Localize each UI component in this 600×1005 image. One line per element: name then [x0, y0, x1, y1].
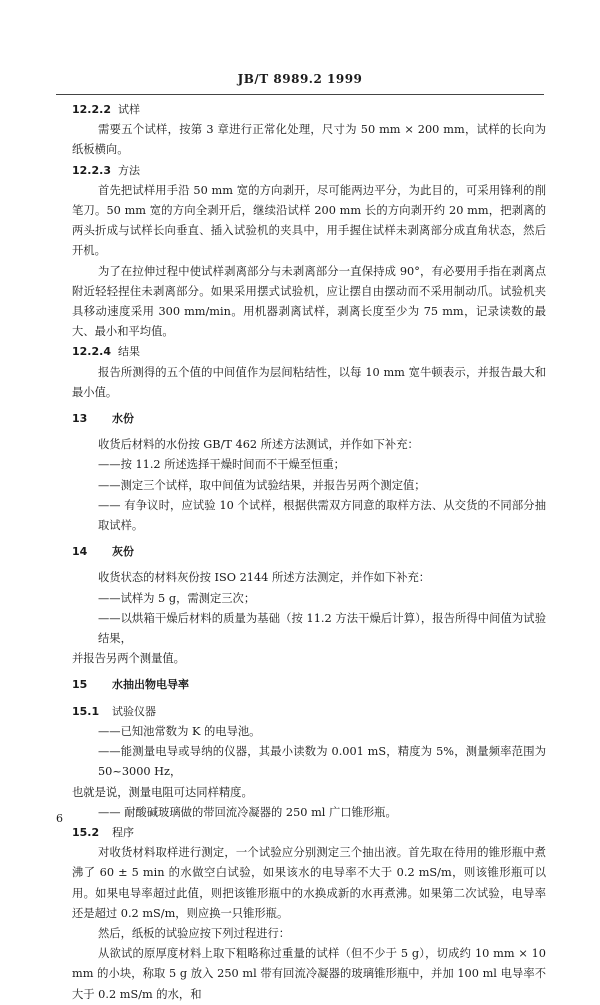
paragraph: 对收货材料取样进行测定，一个试验应分别测定三个抽出液。首先取在待用的锥形瓶中煮沸了 60 ± 5 min 的水做空白试验，如果该水的电导率不大于 0.2 mS/m，则该锥形瓶可以用。如果电导率超过此值，则把该锥形瓶中的水换成新的水再煮沸。如果第二次试验，电导率还是超过 0.2 mS/m，则应换一只锥形瓶。 — [72, 846, 546, 920]
section-heading-15 — [72, 675, 546, 695]
section-number: 15.1 — [72, 704, 100, 718]
section-number: 13 — [72, 412, 88, 426]
paragraph: 为了在拉伸过程中使试样剥离部分与未剥离部分一直保持成 90°，有必要用手指在剥离点附近轻轻捏住未剥离部分。如果采用摆式试验机，应让摆自由摆动而不采用制动爪。试验机夹具移动速度采用 300 mm/min。用机器剥离试样，剥离长度至少为 75 mm，记录读数的最大、最小和平均值。 — [72, 264, 546, 339]
paragraph: 然后，纸板的试验应按下列过程进行： — [97, 926, 291, 940]
section-number: 12.2.4 — [72, 345, 111, 359]
paragraph: 从欲试的原厚度材料上取下粗略称过重量的试样（但不少于 5 g），切成约 10 mm × 10 mm 的小块，称取 5 g 放入 250 ml 带有回流冷凝器的玻璃锥形瓶中，并加 100 ml 电导率不大于 0.2 mS/m 的水，和 — [72, 947, 546, 1001]
list-item: ——以烘箱干燥后材料的质量为基础（按 11.2 方法干燥后计算），报告所得中间值为试验结果， — [97, 611, 546, 646]
section-number: 12.2.2 — [72, 103, 111, 116]
list-item: ——测定三个试样，取中间值为试验结果，并报告另两个测定值； — [97, 478, 426, 492]
section-number: 14 — [72, 545, 88, 559]
paragraph: 收货状态的材料灰份按 ISO 2144 所述方法测定，并作如下补充： — [97, 571, 431, 585]
list-item: —— 有争议时，应试验 10 个试样，根据供需双方同意的取样方法、从交货的不同部分抽取试样。 — [97, 498, 546, 533]
section-heading-12-2-2 — [72, 100, 546, 120]
section-number: 15 — [72, 678, 88, 692]
page-header: JB/T 8989.2 1999 — [56, 72, 544, 95]
section-title: 灰份 — [112, 545, 134, 559]
list-item: ——试样为 5 g，需测定三次； — [97, 591, 256, 605]
section-title: 试样 — [118, 103, 140, 116]
list-item: ——已知池常数为 K 的电导池。 — [97, 724, 261, 738]
section-heading-12-2-3 — [72, 161, 546, 181]
page-number: 6 — [56, 812, 63, 825]
paragraph: 收货后材料的水份按 GB/T 462 所述方法测试，并作如下补充： — [97, 438, 419, 452]
section-heading-14 — [72, 542, 546, 562]
section-heading-15-1 — [72, 702, 546, 722]
paragraph: 需要五个试样，按第 3 章进行正常化处理，尺寸为 50 mm × 200 mm，试样的长向为纸板横向。 — [72, 123, 546, 157]
list-item-continuation: 并报告另两个测量值。 — [72, 652, 185, 666]
list-item: ——能测量电导或导纳的仪器，其最小读数为 0.001 mS，精度为 5%，测量频率范围为 50~3000 Hz， — [97, 745, 546, 779]
section-number: 12.2.3 — [72, 163, 111, 177]
section-title: 水份 — [112, 412, 134, 426]
list-item: —— 耐酸碱玻璃做的带回流冷凝器的 250 ml 广口锥形瓶。 — [97, 805, 397, 819]
section-title: 程序 — [112, 825, 134, 839]
section-heading-12-2-4 — [72, 342, 546, 362]
section-title: 方法 — [118, 163, 140, 177]
section-title: 结果 — [118, 345, 140, 359]
section-title: 试验仪器 — [112, 704, 156, 718]
section-title: 水抽出物电导率 — [112, 678, 189, 692]
section-heading-13 — [72, 409, 546, 429]
list-item: ——按 11.2 所述选择干燥时间而不干燥至恒重； — [97, 458, 345, 472]
section-number: 15.2 — [72, 825, 100, 839]
section-heading-15-2 — [72, 823, 546, 843]
paragraph: 报告所测得的五个值的中间值作为层间粘结性，以每 10 mm 宽牛顿表示，并报告最大和最小值。 — [72, 365, 546, 399]
list-item-continuation: 也就是说，测量电阻可达同样精度。 — [72, 785, 253, 799]
page-body — [72, 100, 546, 1005]
paragraph: 首先把试样用手沿 50 mm 宽的方向剥开，尽可能两边平分，为此目的，可采用锋利的削笔刀。50 mm 宽的方向全剥开后，继续沿试样 200 mm 长的方向剥开约 20 mm，把剥离的两头折成与试样长向垂直、插入试验机的夹具中，用手握住试样未剥离部分成直角状态，然后开机。 — [72, 183, 546, 258]
